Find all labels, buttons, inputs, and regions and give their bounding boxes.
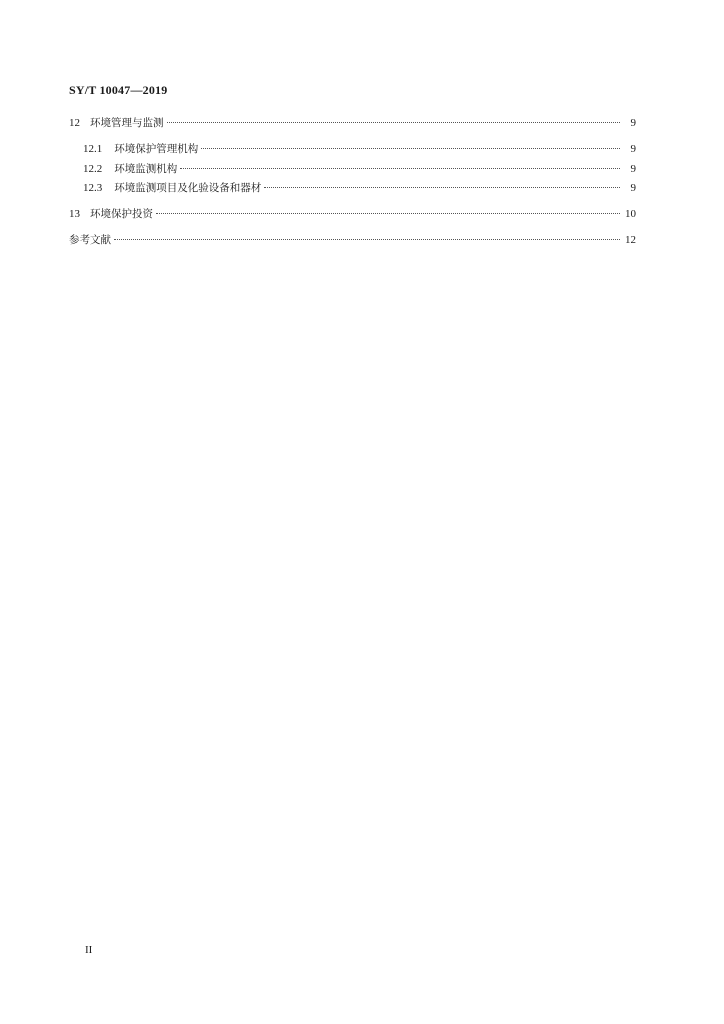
toc-entry-number: 12: [69, 117, 80, 129]
toc-entry-title: 环境管理与监测: [90, 117, 164, 129]
toc-entry-page: 12: [625, 234, 636, 246]
toc-entry-page: 9: [630, 182, 636, 194]
toc-entry-title: 参考文献: [69, 234, 111, 246]
toc-entry-12-1[interactable]: [69, 141, 636, 157]
toc-leader-dots: [180, 168, 620, 169]
toc-leader-dots: [264, 187, 620, 188]
toc-entry-number: 12.3: [83, 182, 103, 194]
toc-entry-12-3[interactable]: [69, 180, 636, 196]
toc-leader-dots: [114, 239, 620, 240]
page-number: II: [85, 944, 93, 956]
toc-entry-page: 9: [630, 143, 636, 155]
toc-entry-12[interactable]: [69, 115, 636, 131]
toc-entry-13[interactable]: [69, 206, 636, 222]
toc-leader-dots: [167, 122, 621, 123]
document-code: SY/T 10047—2019: [69, 83, 168, 97]
toc-entry-references[interactable]: [69, 232, 636, 248]
toc-entry-title: 环境保护投资: [90, 208, 153, 220]
toc-entry-page: 9: [630, 163, 636, 175]
toc-entry-page: 10: [625, 208, 636, 220]
toc-entry-number: 12.1: [83, 143, 103, 155]
toc-entry-title: 环境监测机构: [114, 163, 178, 175]
toc-entry-title: 环境监测项目及化验设备和器材: [114, 182, 262, 194]
toc-entry-page: 9: [630, 117, 636, 129]
toc-entry-12-2[interactable]: [69, 161, 636, 177]
toc-entry-number: 13: [69, 208, 80, 220]
toc-leader-dots: [201, 148, 620, 149]
toc-entry-title: 环境保护管理机构: [114, 143, 199, 155]
toc-entry-number: 12.2: [83, 163, 103, 175]
toc-leader-dots: [156, 213, 620, 214]
